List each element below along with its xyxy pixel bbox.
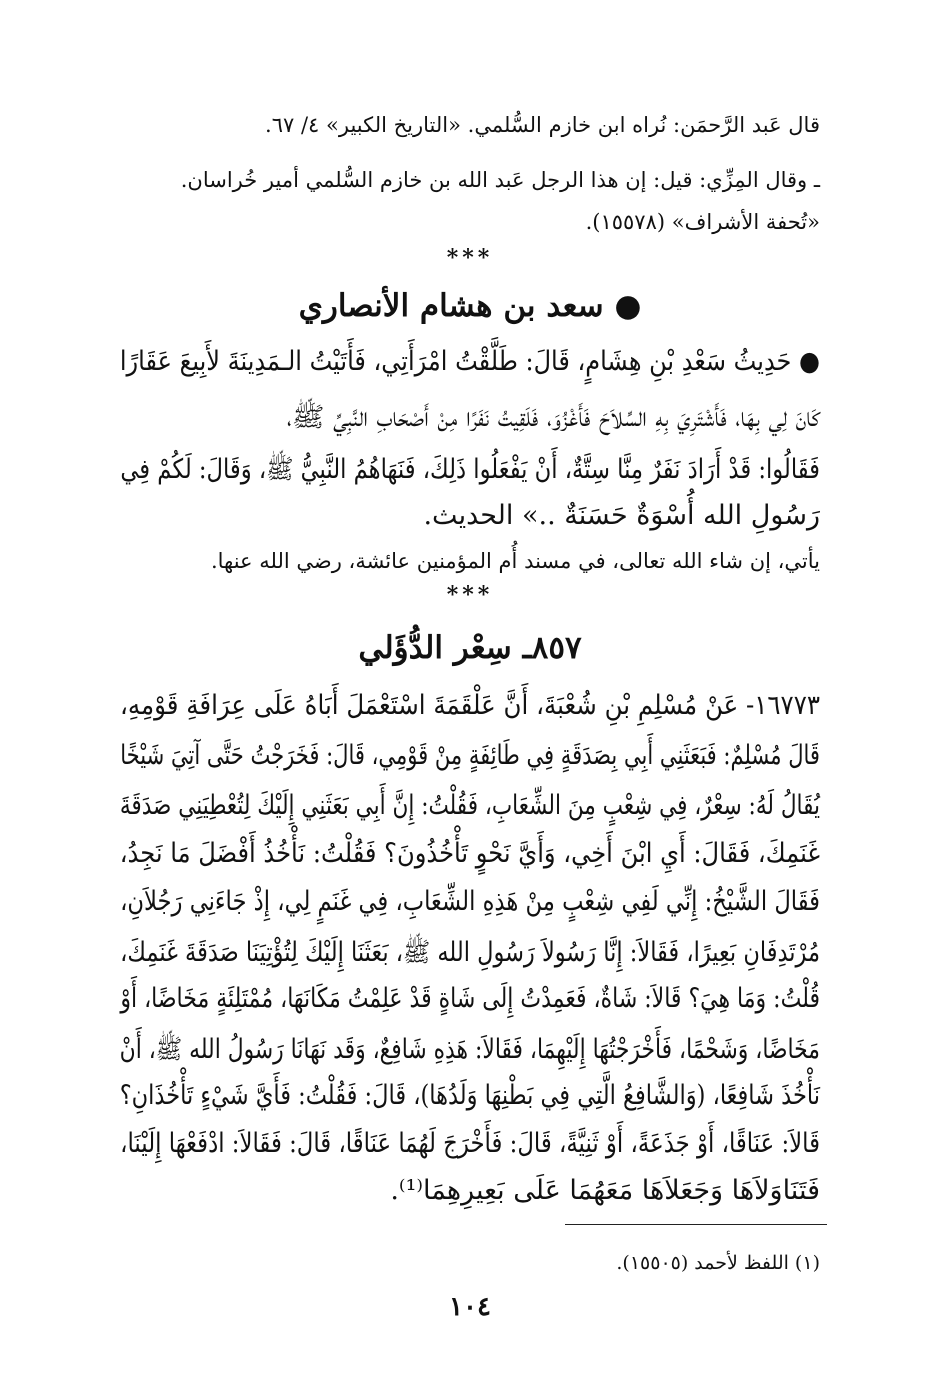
intro-line-2: ـ وقال المِزِّي: قيل: إن هذا الرجل عَبد الله بن خازم السُّلمي أمير خُراسان. [180, 168, 820, 192]
hadith-line: كَانَ لِي بِهَا، فَأَشْتَرِيَ بِهِ السِّلاَحَ فَأَغْزُوَ، فَلَقِيتُ نَفَرًا مِنْ أَصْحَابِ النَّبِيِّ ﷺ، [286, 402, 820, 433]
intro-line-1: قال عَبد الرَّحمَن: نُراه ابن خازم السُّلمي. «التاريخ الكبير» ٤/ ٦٧. [265, 113, 820, 137]
hadith-line: قَالَ مُسْلِمٌ: فَبَعَثَنِي أَبِي بِصَدَقَةٍ فِي طَائِفَةٍ مِنْ قَوْمِي، قَالَ: فَخَرَجْتُ حَتَّى آتِيَ شَيْخًا [120, 740, 820, 771]
separator-2: *** [446, 582, 494, 608]
separator-1: *** [446, 245, 494, 271]
footnote: (١) اللفظ لأحمد (١٥٥٠٥). [616, 1252, 820, 1274]
hadith-line: قَالاَ: عَنَاقًا، أَوْ جَذَعَةً، أَوْ ثَنِيَّةً، قَالَ: فَأَخْرَجَ لَهُمَا عَنَاقًا، قَالَ: فَقَالاَ: ادْفَعْهَا إِلَيْنَا، [120, 1128, 820, 1159]
hadith-line: فَقَالُوا: قَدْ أَرَادَ نَفَرٌ مِنَّا سِتَّةٌ، أَنْ يَفْعَلُوا ذَلِكَ، فَنَهَاهُمُ النَّبِيُّ ﷺ، وَقَالَ: لَكُمْ فِي [120, 454, 821, 485]
hadith-line: مَخَاضًا، وَشَحْمًا، فَأَخْرَجْتُهَا إِلَيْهِمَا، فَقَالاَ: هَذِهِ شَافِعٌ، وَقَد نَهَانَا رَسُولُ الله ﷺ، أَنْ [119, 1034, 821, 1065]
section-heading-sir: ٨٥٧ـ سِعْر الدُّؤَلي [358, 630, 582, 666]
hadith-line: ● حَدِيثُ سَعْدِ بْنِ هِشَامٍ، قَالَ: طَلَّقْتُ امْرَأَتِي، فَأَتَيْتُ الـمَدِينَةَ لأَبِيعَ عَقَارًا [119, 346, 820, 377]
hadith-line: رَسُولِ الله أُسْوَةٌ حَسَنَةٌ ..» الحديث. [423, 500, 820, 531]
hadith-line: غَنَمِكَ، فَقَالَ: أَيِ ابْنَ أَخِي، وَأَيَّ نَحْوٍ تَأْخُذُونَ؟ فَقُلْتُ: نَأْخُذُ أَفْضَلَ مَا نَجِدُ، [119, 838, 820, 869]
hadith-line: يُقَالُ لَهُ: سِعْرٌ، فِي شِعْبٍ مِنَ الشِّعَابِ، فَقُلْتُ: إِنَّ أَبِي بَعَثَنِي إِلَيْكَ لِتُعْطِيَنِي صَدَقَةَ [119, 790, 820, 821]
hadith-line: مُرْتَدِفَانِ بَعِيرًا، فَقَالاَ: إِنَّا رَسُولاَ رَسُولِ الله ﷺ، بَعَثَنَا إِلَيْكَ لِتُؤْتِيَنَا صَدَقَةَ غَنَمِكَ، [120, 937, 821, 968]
hadith-line: قُلْتُ: وَمَا هِيَ؟ قَالاَ: شَاةٌ، فَعَمِدْتُ إِلَى شَاةٍ قَدْ عَلِمْتُ مَكَانَهَا، مُمْتَلِئَةٍ مَخَاضًا، أَوْ [120, 983, 820, 1014]
section-heading-saad: ● سعد بن هشام الأنصاري [298, 288, 642, 324]
page-number: ١٠٤ [449, 1292, 491, 1322]
hadith-line: فَقَالَ الشَّيْخُ: إِنِّي لَفِي شِعْبٍ مِنْ هَذِهِ الشِّعَابِ، فِي غَنَمٍ لِي، إِذْ جَاءَنِي رَجُلاَنِ، [120, 886, 821, 917]
hadith-line: فَتَنَاوَلاَهَا وَجَعَلاَهَا مَعَهُمَا عَلَى بَعِيرِهِمَا⁽¹⁾. [390, 1175, 820, 1206]
footnote-divider [565, 1224, 827, 1225]
hadith-line: نَأْخُذَ شَافِعًا، (وَالشَّافِعُ الَّتِي فِي بَطْنِهَا وَلَدُهَا)، قَالَ: فَقُلْتُ: فَأَيَّ شَيْءٍ تَأْخُذَانِ؟ [119, 1080, 820, 1111]
intro-line-3: «تُحفة الأشراف» (١٥٥٧٨). [585, 210, 820, 234]
hadith-line: ١٦٧٧٣- عَنْ مُسْلِمِ بْنِ شُعْبَةَ، أَنَّ عَلْقَمَةَ اسْتَعْمَلَ أَبَاهُ عَلَى عِرَافَةِ قَوْمِهِ، [119, 690, 820, 721]
cross-reference-note: يأتي، إن شاء الله تعالى، في مسند أُم المؤمنين عائشة، رضي الله عنها. [210, 549, 820, 573]
